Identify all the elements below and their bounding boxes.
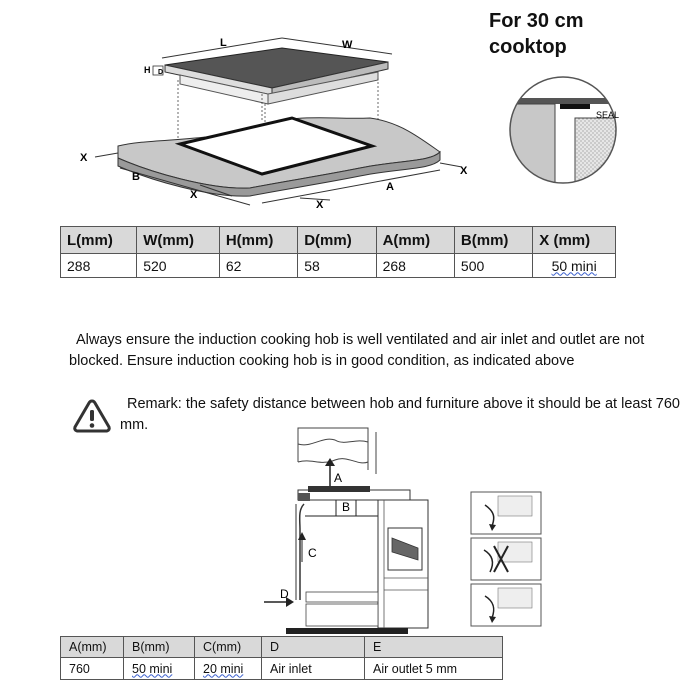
label-D: D <box>158 69 164 76</box>
title-line-2: cooktop <box>489 36 567 58</box>
clearance-header-A: A(mm) <box>61 637 124 658</box>
clearance-header-C: C(mm) <box>195 637 262 658</box>
clearance-value-row <box>61 658 503 680</box>
remark-text: Remark: the safety distance between hob and furniture above it should be at least 760 mm. <box>120 396 680 433</box>
install-label-B: B <box>342 500 351 514</box>
oven-unit <box>378 500 428 628</box>
label-H: H <box>144 65 151 75</box>
header-W: W(mm) <box>137 227 220 254</box>
clearance-header-D: D <box>262 637 365 658</box>
clearance-value-A: 760 <box>61 658 124 680</box>
value-H: 62 <box>219 254 297 278</box>
header-X: X (mm) <box>533 227 616 254</box>
title-line-1: For 30 cm <box>489 10 584 32</box>
label-X-bottom-left: X <box>190 189 198 201</box>
clearance-value-C: 20 mini <box>195 658 262 680</box>
clearance-header-B: B(mm) <box>124 637 195 658</box>
value-B: 500 <box>454 254 532 278</box>
clearance-header-row <box>61 637 503 658</box>
install-label-C: C <box>308 546 317 560</box>
clearance-value-D: Air inlet <box>262 658 365 680</box>
label-L: L <box>220 37 227 49</box>
label-X-left: X <box>80 152 88 164</box>
header-B: B(mm) <box>454 227 532 254</box>
label-B: B <box>132 171 140 183</box>
ventilation-thumbnail-blocked <box>471 538 541 580</box>
clearance-header-E: E <box>365 637 503 658</box>
clearance-value-E: Air outlet 5 mm <box>365 658 503 680</box>
value-W: 520 <box>137 254 220 278</box>
value-X: 50 mini <box>533 254 616 278</box>
install-label-D: D <box>280 587 289 601</box>
header-H: H(mm) <box>219 227 297 254</box>
ventilation-thumbnail-3 <box>471 584 541 626</box>
clearance-table <box>60 636 503 680</box>
clearance-value-B: 50 mini <box>124 658 195 680</box>
value-D: 58 <box>298 254 376 278</box>
hob-glass <box>308 486 370 492</box>
label-A: A <box>386 181 394 193</box>
value-L: 288 <box>61 254 137 278</box>
header-A: A(mm) <box>376 227 454 254</box>
value-A: 268 <box>376 254 454 278</box>
ventilation-text: Always ensure the induction cooking hob is well ventilated and air inlet and outlet are not blocked. Ensure induction cooking hob is in good condition, as indicated above <box>69 332 645 369</box>
label-X-bottom: X <box>316 199 324 211</box>
floor-plinth <box>286 628 408 634</box>
seal-label: SEAL <box>596 110 620 120</box>
header-D: D(mm) <box>298 227 376 254</box>
upper-cabinet <box>298 428 376 474</box>
header-L: L(mm) <box>61 227 137 254</box>
label-X-right: X <box>460 165 468 177</box>
install-label-A: A <box>334 471 343 485</box>
label-W: W <box>342 39 353 51</box>
ventilation-thumbnail-1 <box>471 492 541 534</box>
